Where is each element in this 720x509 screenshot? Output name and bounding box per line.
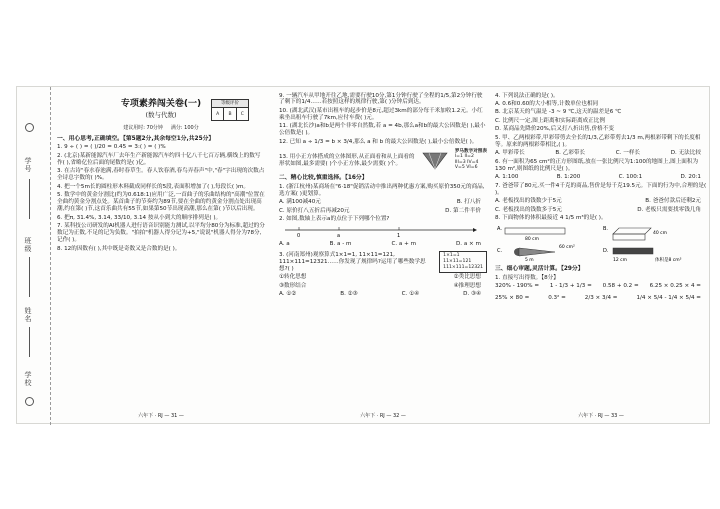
option-a: A. 甲彩带长 [495, 150, 525, 157]
option-a: A. 满100减40元 [279, 199, 321, 206]
exam-sheet [16, 86, 710, 424]
question-9: 9. 一辆汽车从甲地开往乙地,需要行驶10分,第1分钟行驶了全程的1/5,第2分钟行驶了剩下的1/4……若按照这样的规律行驶,第( )分钟后到达。 [279, 92, 483, 106]
calc-item: 25% × 80 = [495, 295, 530, 302]
question-3: 3. 在古诗"春水春池满,春时春草生。春人饮春酒,春鸟弄春声"中,"春"字出现的次数占全诗总字数的( )%。 [57, 168, 265, 182]
question-2-2: 2. 如图,数轴上表示a的点位于下列哪个位置? [279, 216, 390, 223]
option-b: B. 北京某天的气温是 -3 ~ 9 ℃,这天的温差是6 ℃ [495, 109, 622, 116]
roman-cell: I=1 [454, 154, 463, 160]
meta-score: 满分: 100分 [170, 125, 199, 132]
option-d: D. a × m [455, 240, 481, 247]
calc-item: 0.3² = [548, 295, 566, 302]
calc-item: 320% - 190% = [495, 283, 540, 290]
option-b: B. a - m [329, 240, 352, 247]
option-b: B. ②③ [340, 291, 358, 298]
question-6: 6. 把π, 31.4%, 3.14, 33/10, 3.14 按从小到大的顺序排列是( )。 [57, 214, 222, 221]
question-3-6: 6. 有一面积为65 cm²的正方形图纸,放在一张比例尺为1:100的地图上,图上面积为130 m²,则图纸的比例尺是( )。 [495, 158, 699, 172]
cube-view-figure [421, 149, 449, 171]
grade-box [211, 99, 249, 121]
question-10: 10. (湖北武汉)某市出租车的起步价是8元,超过3km的部分每千米加收1.2元。小红乘坐出租车行驶了7km,应付车费( )元。 [279, 107, 483, 121]
question-13: 13. 用小正方体搭成的立体图形,从正面看和从上面看的形状如图,最多需要( )个小正方体,最少需要( )个。 [279, 153, 415, 167]
page-3 [495, 91, 707, 421]
question-1: 1. 9 ÷ ( ) = ( )/20 = 0.45 = 3:( ) = ( )% [57, 144, 166, 151]
option-d: D. 第二件半价 [445, 207, 481, 214]
page-footer: 六年下 · RJ — 31 — [138, 412, 184, 419]
section-choice: 二、精心比较,慎重选择。【16分】 [279, 174, 368, 181]
shape-label-c: C. [497, 248, 503, 255]
option-a: A. 1:100 [495, 174, 519, 181]
shape-label-b: B. [603, 226, 609, 233]
question-4: 4. 把一个5m长的圆柱形木料截成同样长的5段,表面积增加了( ),每段长( )m。 [57, 183, 250, 190]
calc-line: 11×11=121 [443, 258, 472, 264]
binding-label-class: 班级 [24, 237, 32, 253]
binding-line [29, 327, 30, 357]
calc-line: 1×1=1 [443, 252, 460, 258]
question-2: 2. (北京)某新能源汽车厂去年生产新能源汽车约四十亿八千七百万辆,横线上的数写作( ),省略亿位后面的尾数约是( )亿。 [57, 152, 261, 166]
option-c: C. 比例尺一定,图上距离和实际距离成正比例 [495, 117, 605, 124]
option-c: C. 老板找出的钱数多于5元 [495, 206, 562, 213]
dim-12cm: 12 cm [613, 258, 628, 263]
option-d: D. 20:1 [680, 174, 701, 181]
option-c: C. 原价打八五折后再减20元 [279, 207, 350, 214]
option-c: C. a + m [391, 240, 417, 247]
numline-a: a [337, 233, 341, 240]
dim-80cm: 80 cm [525, 237, 540, 243]
paper-subtitle: (数与代数) [145, 111, 177, 120]
question-3-8: 8. 下面物体的体积最接近 4 1/5 m³的是( )。 [495, 215, 607, 222]
grade-cell-b: B [224, 108, 236, 121]
calc-instruction: 1. 直接写出得数。【8分】 [495, 274, 559, 281]
binding-hole [25, 123, 34, 132]
calc-item: 1 - 1/3 + 1/3 = [549, 283, 592, 290]
page-1 [57, 91, 265, 421]
roman-table [455, 149, 487, 171]
page-2 [279, 91, 487, 421]
question-3-7: 7. 爸爸带了80元,买一件4千克的商品,售价是每千克19.5元。下面的行为中,合理的是( )。 [495, 182, 707, 196]
option-d: D. ③④ [463, 291, 481, 298]
calc-item: 1/4 × 5/4 - 1/4 × 5/4 = [636, 295, 701, 302]
thought-4: ④推理思想 [453, 282, 481, 289]
thought-1: ①转化思想 [279, 274, 307, 281]
binding-label-school: 学校 [24, 371, 32, 387]
page-footer: 六年下 · RJ — 33 — [578, 412, 624, 419]
numline-one: 1 [397, 233, 401, 240]
page-footer: 六年下 · RJ — 32 — [360, 412, 406, 419]
binding-label-name: 姓名 [24, 307, 32, 323]
roman-cell: VI=6 [466, 165, 478, 171]
dim-5m: 5 m [525, 258, 534, 263]
numline-zero: 0 [297, 233, 301, 240]
shape-label-d: D. [603, 248, 609, 255]
question-2-3: 3. (河南郑州)观察算式1×1=1, 11×11=121, 111×111=12321……你发现了规律吗?运用了哪些数学思想?( ) [279, 252, 426, 272]
paper-title: 专项素养闯关卷(一) [120, 99, 202, 109]
roman-table-caption: 罗马数字对照表 [454, 148, 487, 154]
dim-volume: 体积是8 cm³ [655, 258, 682, 263]
meta-time: 建议用时: 70分钟 [123, 125, 163, 132]
option-d: D. 某商品先降价20%,后又打八折出售,价格不变 [495, 126, 614, 133]
roman-cell: V=5 [454, 165, 465, 171]
dim-60cm2: 60 cm² [559, 245, 575, 251]
question-12: 12. 已知 a ÷ 1/3 = b × 3/4,那么 a 和 b 的最大公因数是( ),最小公倍数是( )。 [279, 138, 478, 145]
option-c: C. ①④ [401, 291, 420, 298]
binding-label-student-id: 学号 [24, 157, 32, 173]
solid-shapes-figure [495, 222, 701, 262]
thought-3: ③数形结合 [279, 282, 307, 289]
number-line-figure [279, 223, 479, 239]
question-3-4: 4. 下列说法正确的是( )。 [495, 92, 559, 99]
binding-hole [25, 397, 34, 406]
calc-box [439, 251, 487, 273]
grade-cell-c: C [240, 112, 244, 117]
grade-box-header: 等级评价 [212, 100, 248, 108]
shape-label-a: A. [497, 226, 502, 233]
option-b: B. 1:200 [556, 174, 581, 181]
section-calculation: 三、细心审题,灵活计算。【29分】 [495, 266, 584, 273]
option-d: D. 无法比较 [670, 150, 701, 157]
calc-item: 0.58 + 0.2 = [602, 283, 639, 290]
binding-line [29, 257, 30, 297]
calc-item: 6.25 × 0.25 × 4 = [649, 283, 701, 290]
roman-cell: IV=4 [467, 159, 479, 165]
calc-line: 111×111=12321 [443, 264, 483, 270]
question-3-5: 5. 甲、乙两根彩带,甲彩带剪去全长的1/3,乙彩带剪去1/3 m,两根彩带剩下的长度相等。原来的两根彩带相比,( )。 [495, 134, 701, 148]
option-a: A. 老板找出的钱数少于5元 [495, 198, 562, 205]
calc-item: 2/3 × 3/4 = [584, 295, 618, 302]
option-b: B. 乙彩带长 [555, 150, 586, 157]
option-b: B. 打八折 [456, 199, 481, 206]
section-fill-in: 一、用心思考,正确填空。【第5题2分,其余每空1分,共25分】 [57, 135, 215, 142]
roman-cell: III=3 [454, 159, 466, 165]
question-2-1: 1. (浙江杭州)某商场在"6·18"促销活动中推出两种优惠方案,购买原价350元的商品,选方案( )更划算。 [279, 183, 485, 197]
question-5: 5. 数学中的黄金分割比(约为0.618:1)应用广泛,一首曲子的乐曲结构的"高潮"位置在全曲约黄金分割点处。某首曲子的节奏约为89节,要在全曲的约黄金分割点处出现高潮,约在第( )节,这首乐曲共有55节,如果第50节出现高潮,那么在第( )节以后出现。 [57, 192, 265, 213]
option-a: A. 0.6和0.60的大小相等,计数单位也相同 [495, 100, 599, 107]
roman-cell: II=2 [464, 154, 474, 160]
question-7: 7. 某科技公司研发的AI机器人进行语音识别能力测试,以平均分80分为标准,超过的分数记为正数,不足的记为负数。"拍拍"机器人得分记为+5,"说说"机器人得分为78分,记作( )。 [57, 223, 265, 244]
binding-line [29, 179, 30, 219]
option-a: A. a [279, 240, 290, 247]
binding-margin [17, 87, 51, 425]
option-d: D. 老板只需要找零钱几角 [637, 206, 701, 213]
option-c: C. 一样长 [615, 150, 641, 157]
question-11: 11. (湖北长沙)a和b是两个非零自然数,若 a = 4b,那么a和b的最大公因数是( ),最小公倍数是( )。 [279, 123, 486, 137]
option-a: A. ①② [279, 291, 297, 298]
option-c: C. 100:1 [618, 174, 643, 181]
dim-40cm: 40 cm [653, 231, 668, 237]
question-8: 8. 12的因数有( ),其中既是奇数又是合数的是( )。 [57, 245, 181, 252]
option-b: B. 爸爸付款后还剩2元 [645, 198, 701, 205]
grade-cell-a: A [212, 108, 224, 121]
thought-2: ②类比思想 [453, 274, 481, 281]
